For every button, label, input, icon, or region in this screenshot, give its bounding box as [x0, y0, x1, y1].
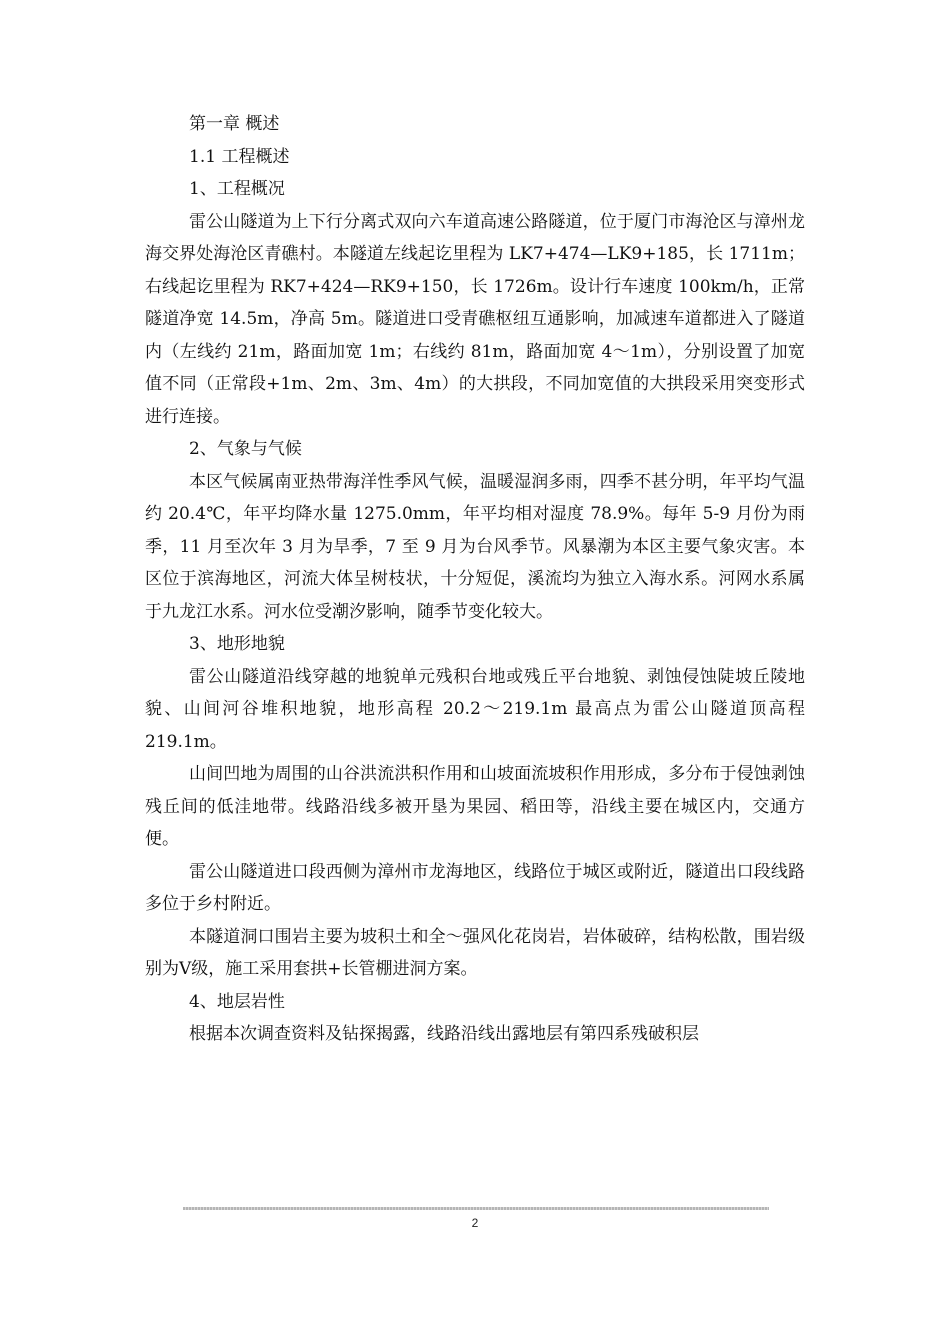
document-body — [145, 108, 805, 1051]
subsection-title-overview: 1、工程概况 — [189, 179, 285, 199]
subsection-title-strata: 4、地层岩性 — [189, 991, 285, 1012]
chapter-title: 第一章 概述 — [189, 114, 280, 134]
page-number: 2 — [471, 1216, 479, 1230]
paragraph-climate: 本区气候属南亚热带海洋性季风气候，温暖湿润多雨，四季不甚分明，年平均气温约 20.4℃，年平均降水量 1275.0mm，年平均相对湿度 78.9%。每年 5-9 月份为雨季，11 月至次年 3 月为旱季，7 至 9 月为台风季节。风暴潮为本区主要气象灾害。本区位于滨海地区，河流大体呈树枝状，十分短促，溪流均为独立入海水系。河网水系属于九龙江水系。河水位受潮汐影响，随季节变化较大。 — [145, 471, 805, 622]
paragraph-depression: 山间凹地为周围的山谷洪流洪积作用和山坡面流坡积作用形成，多分布于侵蚀剥蚀残丘间的低洼地带。线路沿线多被开垦为果园、稻田等，沿线主要在城区内，交通方便。 — [145, 764, 805, 849]
paragraph-entrance: 雷公山隧道进口段西侧为漳州市龙海地区，线路位于城区或附近，隧道出口段线路多位于乡村附近。 — [145, 861, 805, 914]
paragraph-surrounding-rock: 本隧道洞口围岩主要为坡积土和全～强风化花岗岩，岩体破碎，结构松散，围岩级别为Ⅴ级，施工采用套拱+长管棚进洞方案。 — [145, 926, 805, 979]
section-title: 1.1 工程概述 — [189, 146, 290, 167]
footer-divider — [183, 1207, 769, 1210]
paragraph-landform: 雷公山隧道沿线穿越的地貌单元残积台地或残丘平台地貌、剥蚀侵蚀陡坡丘陵地貌、山间河谷堆积地貌，地形高程 20.2～219.1m 最高点为雷公山隧道顶高程 219.1m。 — [145, 666, 805, 752]
paragraph-project-overview: 雷公山隧道为上下行分离式双向六车道高速公路隧道，位于厦门市海沧区与漳州龙海交界处海沧区青礁村。本隧道左线起讫里程为 LK7+474—LK9+185，长 1711m；右线起讫里程为 RK7+424—RK9+150，长 1726m。设计行车速度 100km/h，正常隧道净宽 14.5m，净高 5m。隧道进口受青礁枢纽互通影响，加减速车道都进入了隧道内（左线约 21m，路面加宽 1m；右线约 81m，路面加宽 4～1m），分别设置了加宽值不同（正常段+1m、2m、3m、4m）的大拱段，不同加宽值的大拱段采用突变形式进行连接。 — [145, 211, 805, 427]
subsection-title-landform: 3、地形地貌 — [189, 634, 285, 654]
subsection-title-climate: 2、气象与气候 — [189, 439, 302, 459]
paragraph-strata: 根据本次调查资料及钻探揭露，线路沿线出露地层有第四系残破积层 — [189, 1024, 699, 1044]
